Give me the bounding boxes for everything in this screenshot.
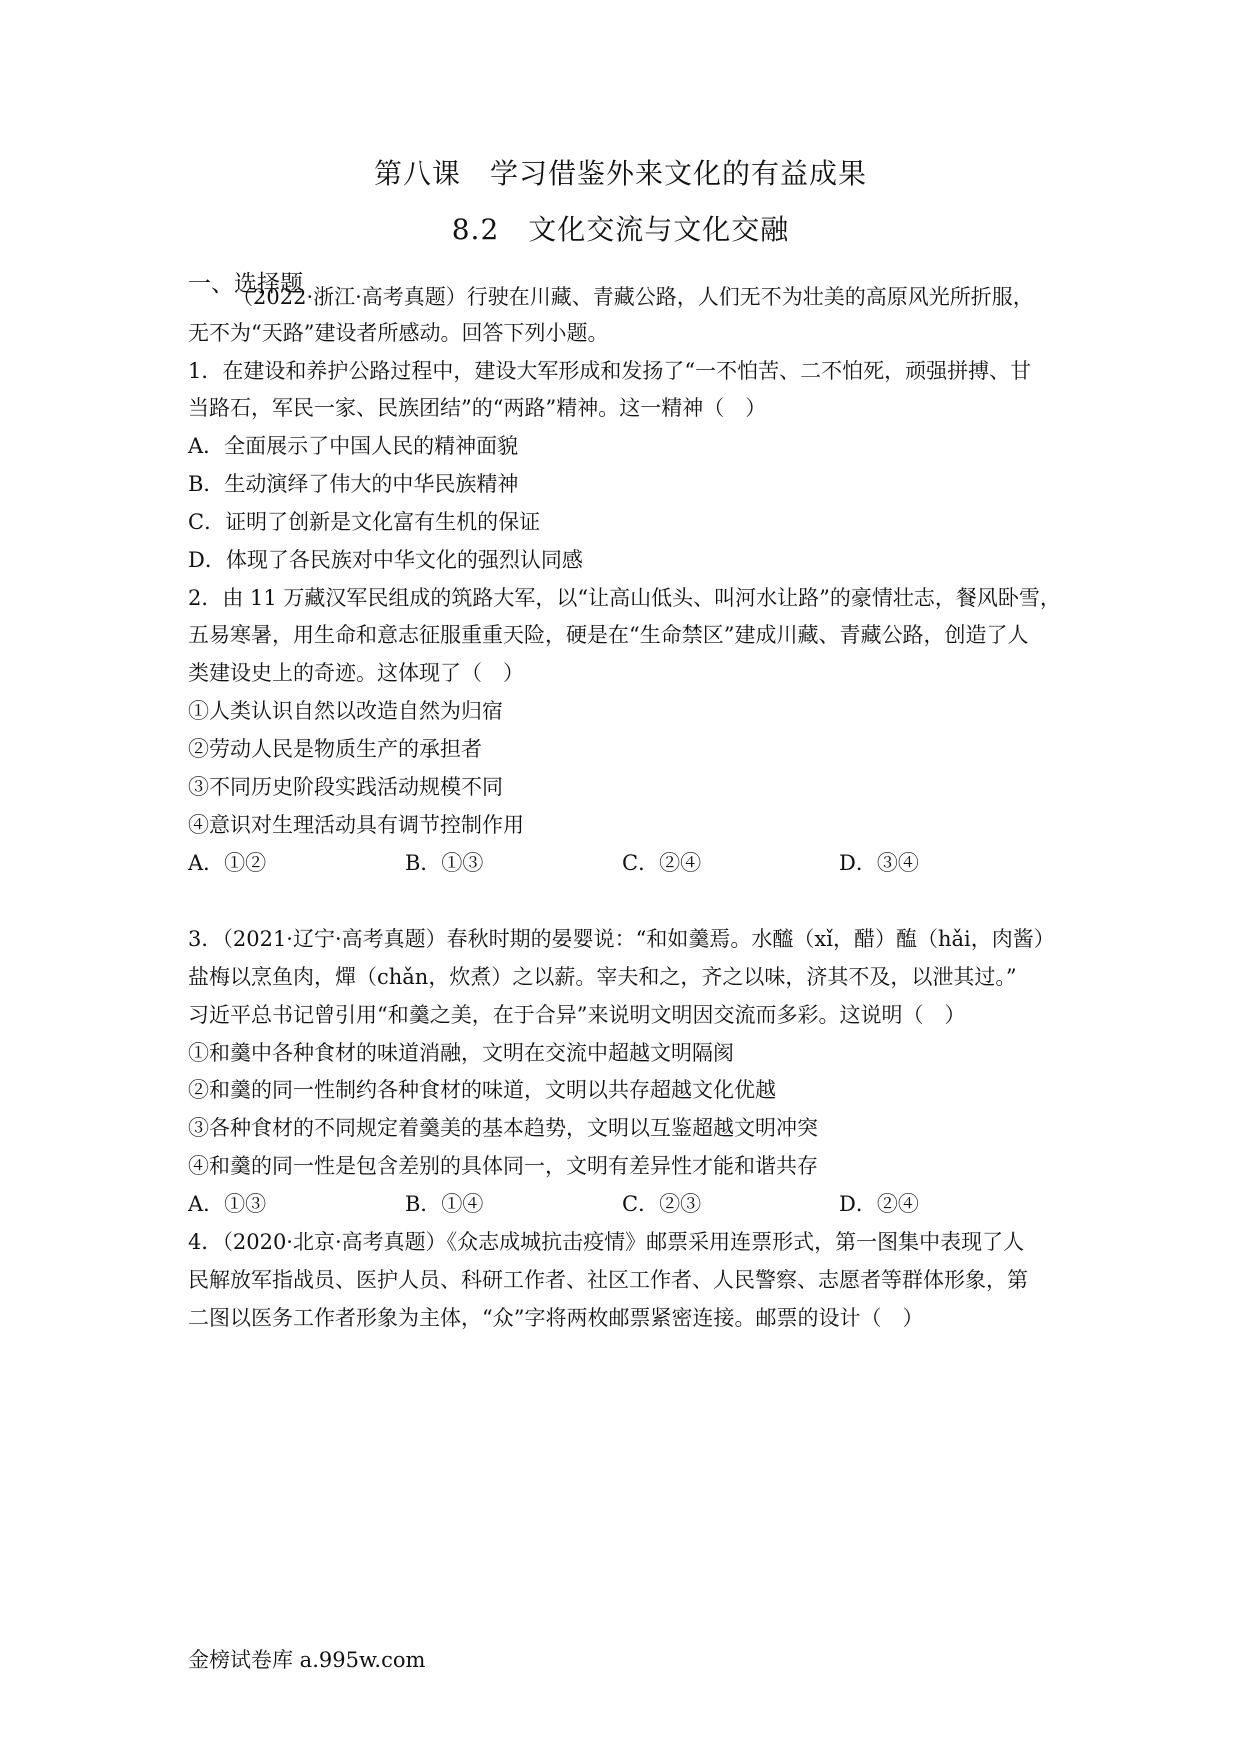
page-title: 第八课 学习借鉴外来文化的有益成果 xyxy=(373,157,867,190)
q2-option-a: A．①② xyxy=(188,851,267,875)
q3-statement-1: ①和羹中各种食材的味道消融，文明在交流中超越文明隔阂 xyxy=(188,1041,734,1065)
q2-statement-1: ①人类认识自然以改造自然为归宿 xyxy=(188,699,503,723)
q1-option-b: B．生动演绎了伟大的中华民族精神 xyxy=(188,472,519,496)
q1-stem-line-2: 当路石，军民一家、民族团结”的“两路”精神。这一精神（ ） xyxy=(188,396,767,420)
q3-stem-line-3: 习近平总书记曾引用“和羹之美，在于合异”来说明文明因交流而多彩。这说明（ ） xyxy=(188,1003,966,1027)
q2-statement-2: ②劳动人民是物质生产的承担者 xyxy=(188,737,482,761)
section-heading: 一、选择题 xyxy=(188,271,303,297)
q3-statement-3: ③各种食材的不同规定着羹美的基本趋势，文明以互鉴超越文明冲突 xyxy=(188,1116,818,1140)
q4-stem-line-3: 二图以医务工作者形象为主体，“众”字将两枚邮票紧密连接。邮票的设计（ ） xyxy=(188,1306,924,1330)
q2-option-c: C．②④ xyxy=(622,851,702,875)
q3-option-c: C．②③ xyxy=(622,1192,702,1216)
q2-stem-line-2: 五易寒暑，用生命和意志征服重重天险，硬是在“生命禁区”建成川藏、青藏公路，创造了人 xyxy=(188,623,1029,647)
q3-option-a: A．①③ xyxy=(188,1192,267,1216)
q3-statement-2: ②和羹的同一性制约各种食材的味道，文明以共存超越文化优越 xyxy=(188,1078,776,1102)
q2-stem-line-1: 2．由 11 万藏汉军民组成的筑路大军，以“让高山低头、叫河水让路”的豪情壮志，餐风卧雪， xyxy=(188,586,1061,610)
footer-watermark: 金榜试卷库 a.995w.com xyxy=(188,1648,426,1672)
q3-stem-line-2: 盐梅以烹鱼肉，燀（chǎn，炊煮）之以薪。宰夫和之，齐之以味，济其不及，以泄其过。” xyxy=(188,965,1017,989)
q3-option-b: B．①④ xyxy=(405,1192,484,1216)
q3-stem-line-1: 3．（2021·辽宁·高考真题）春秋时期的晏婴说：“和如羹焉。水醯（xǐ，醋）醢（hǎi，肉酱） xyxy=(188,927,1055,951)
q3-statement-4: ④和羹的同一性是包含差别的具体同一，文明有差异性才能和谐共存 xyxy=(188,1154,818,1178)
intro-line-1: （2022·浙江·高考真题）行驶在川藏、青藏公路，人们无不为壮美的高原风光所折服， xyxy=(232,285,1034,309)
q2-statement-4: ④意识对生理活动具有调节控制作用 xyxy=(188,813,524,837)
q1-option-a: A．全面展示了中国人民的精神面貌 xyxy=(188,434,519,458)
q2-statement-3: ③不同历史阶段实践活动规模不同 xyxy=(188,775,503,799)
q3-option-d: D．②④ xyxy=(839,1192,919,1216)
q2-option-d: D．③④ xyxy=(839,851,919,875)
q1-stem-line-1: 1．在建设和养护公路过程中，建设大军形成和发扬了“一不怕苦、二不怕死，顽强拼搏、甘 xyxy=(188,359,1032,383)
q2-option-b: B．①③ xyxy=(405,851,484,875)
q4-stem-line-1: 4．（2020·北京·高考真题）《众志成城抗击疫情》邮票采用连票形式，第一图集中表现了人 xyxy=(188,1230,1025,1254)
q1-option-d: D．体现了各民族对中华文化的强烈认同感 xyxy=(188,548,583,572)
q1-option-c: C．证明了创新是文化富有生机的保证 xyxy=(188,510,541,534)
q2-stem-line-3: 类建设史上的奇迹。这体现了（ ） xyxy=(188,661,524,685)
intro-line-2: 无不为“天路”建设者所感动。回答下列小题。 xyxy=(188,321,609,345)
q4-stem-line-2: 民解放军指战员、医护人员、科研工作者、社区工作者、人民警察、志愿者等群体形象，第 xyxy=(188,1268,1028,1292)
page-subtitle: 8.2 文化交流与文化交融 xyxy=(451,213,790,246)
